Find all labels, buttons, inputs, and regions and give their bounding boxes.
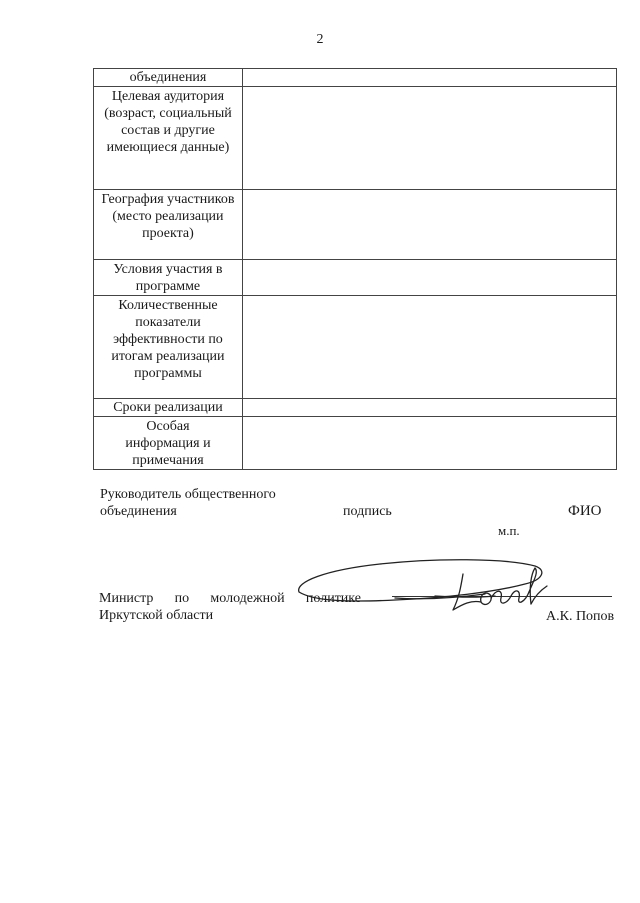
table-row: [94, 260, 617, 296]
stamp-place-label: м.п.: [498, 523, 520, 538]
handwritten-signature: [285, 552, 555, 622]
signature-field-label: подпись: [343, 504, 392, 519]
row-label: Условия участия в программе: [94, 260, 243, 296]
minister-title: Министр по молодежной политике Иркутской области: [99, 591, 361, 623]
table-row: [94, 417, 617, 470]
row-label: Количественные показатели эффективности по итогам реализации программы: [94, 296, 243, 399]
row-value[interactable]: [242, 69, 616, 87]
table-row: [94, 87, 617, 190]
minister-name: А.К. Попов: [546, 609, 615, 624]
page-number: 2: [316, 32, 324, 47]
full-name-field-label: ФИО: [568, 503, 602, 519]
row-value[interactable]: [242, 190, 616, 260]
row-value[interactable]: [242, 296, 616, 399]
table-row: [94, 190, 617, 260]
row-value[interactable]: [242, 87, 616, 190]
row-label: Особая информация и примечания: [94, 417, 243, 470]
table-row: [94, 69, 617, 87]
table-row: [94, 296, 617, 399]
organization-head-label: Руководитель общественного объединения: [100, 487, 276, 519]
row-label: Целевая аудитория (возраст, социальный состав и другие имеющиеся данные): [94, 87, 243, 190]
row-value[interactable]: [242, 399, 616, 417]
row-value[interactable]: [242, 260, 616, 296]
row-value[interactable]: [242, 417, 616, 470]
table-row: [94, 399, 617, 417]
program-info-table: [93, 68, 617, 470]
row-label: Сроки реализации: [94, 399, 243, 417]
row-label: География участников (место реализации проекта): [94, 190, 243, 260]
row-label: объединения: [94, 69, 243, 87]
